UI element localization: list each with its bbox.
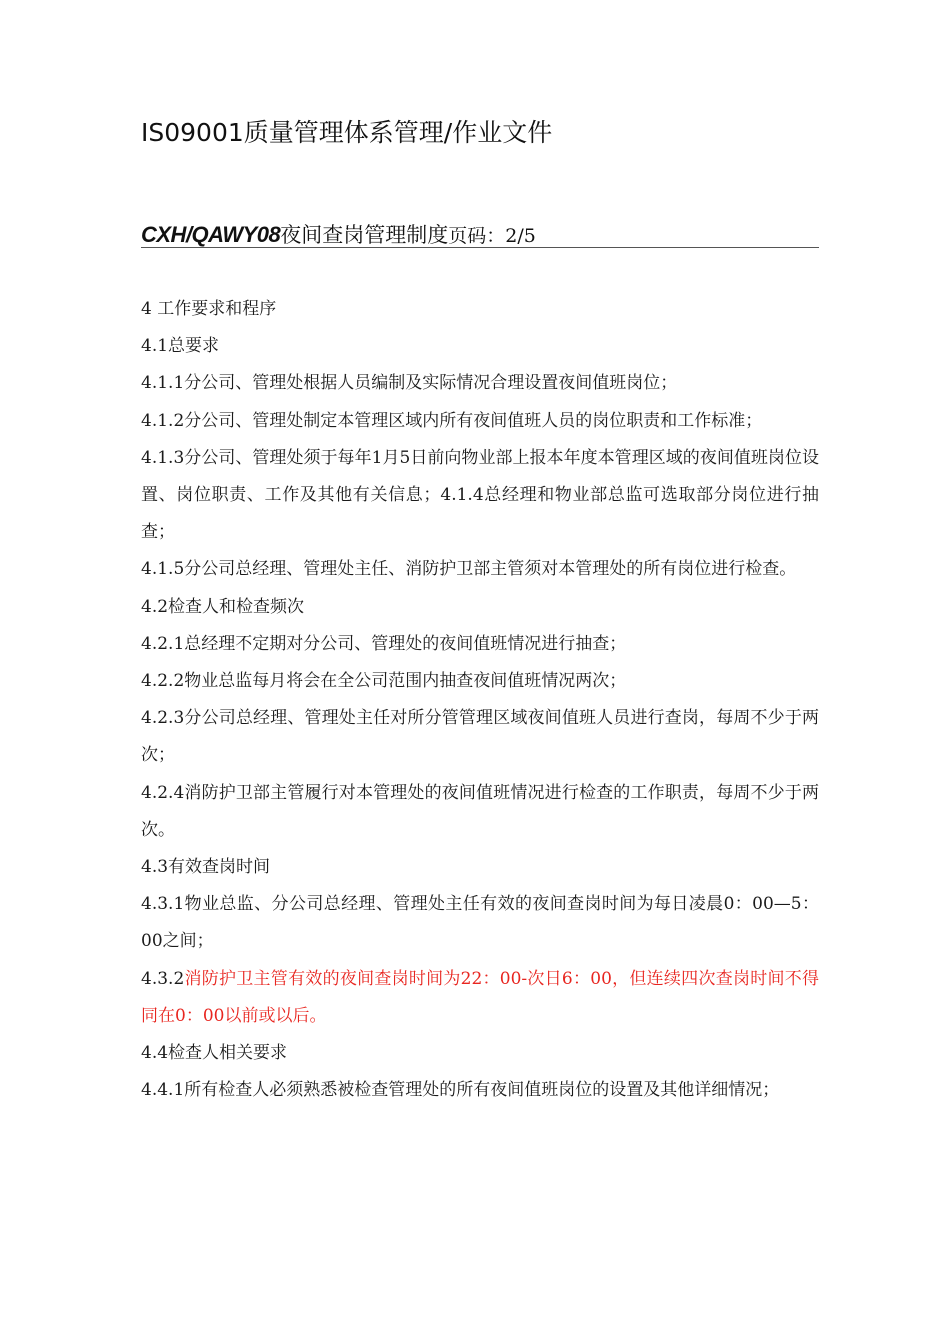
document-name: 夜间查岗管理制度 bbox=[280, 223, 449, 247]
document-body bbox=[141, 291, 819, 1109]
section-heading: 4 工作要求和程序 bbox=[141, 299, 277, 319]
document-title: IS09001质量管理体系管理/作业文件 bbox=[141, 118, 553, 147]
clause: 4.2.4消防护卫部主管履行对本管理处的夜间值班情况进行检查的工作职责，每周不少于两次。 bbox=[141, 782, 819, 840]
clause: 4.4.1所有检查人必须熟悉被检查管理处的所有夜间值班岗位的设置及其他详细情况； bbox=[141, 1080, 780, 1101]
clause-number: 4.3.2 bbox=[141, 968, 185, 989]
document-header bbox=[141, 219, 819, 248]
clause: 4.1.3分公司、管理处须于每年1月5日前向物业部上报本年度本管理区域的夜间值班岗位设置、岗位职责、工作及其他有关信息；4.1.4总经理和物业部总监可选取部分岗位进行抽查； bbox=[141, 447, 819, 543]
clause: 4.3.1物业总监、分公司总经理、管理处主任有效的夜间查岗时间为每日凌晨0：00—5：00之间； bbox=[141, 894, 819, 952]
highlighted-clause bbox=[141, 961, 819, 1035]
subsection-heading: 4.2检查人和检查频次 bbox=[141, 596, 305, 617]
subsection-heading: 4.1总要求 bbox=[141, 336, 220, 357]
page-number: 页码：2/5 bbox=[448, 225, 536, 247]
subsection-heading: 4.4检查人相关要求 bbox=[141, 1043, 288, 1064]
clause: 4.2.1总经理不定期对分公司、管理处的夜间值班情况进行抽查； bbox=[141, 633, 627, 654]
subsection-heading: 4.3有效查岗时间 bbox=[141, 857, 271, 878]
document-code: CXH/QAWY08 bbox=[141, 222, 281, 247]
highlighted-text: 消防护卫主管有效的夜间查岗时间为22：00-次日6：00，但连续四次查岗时间不得同在0：00以前或以后。 bbox=[141, 968, 819, 1026]
clause: 4.1.2分公司、管理处制定本管理区域内所有夜间值班人员的岗位职责和工作标准； bbox=[141, 410, 763, 431]
clause: 4.1.5分公司总经理、管理处主任、消防护卫部主管须对本管理处的所有岗位进行检查。 bbox=[141, 559, 797, 580]
clause: 4.2.2物业总监每月将会在全公司范围内抽查夜间值班情况两次； bbox=[141, 671, 627, 692]
clause: 4.2.3分公司总经理、管理处主任对所分管管理区域夜间值班人员进行查岗，每周不少于两次； bbox=[141, 708, 819, 766]
clause: 4.1.1分公司、管理处根据人员编制及实际情况合理设置夜间值班岗位； bbox=[141, 373, 678, 394]
